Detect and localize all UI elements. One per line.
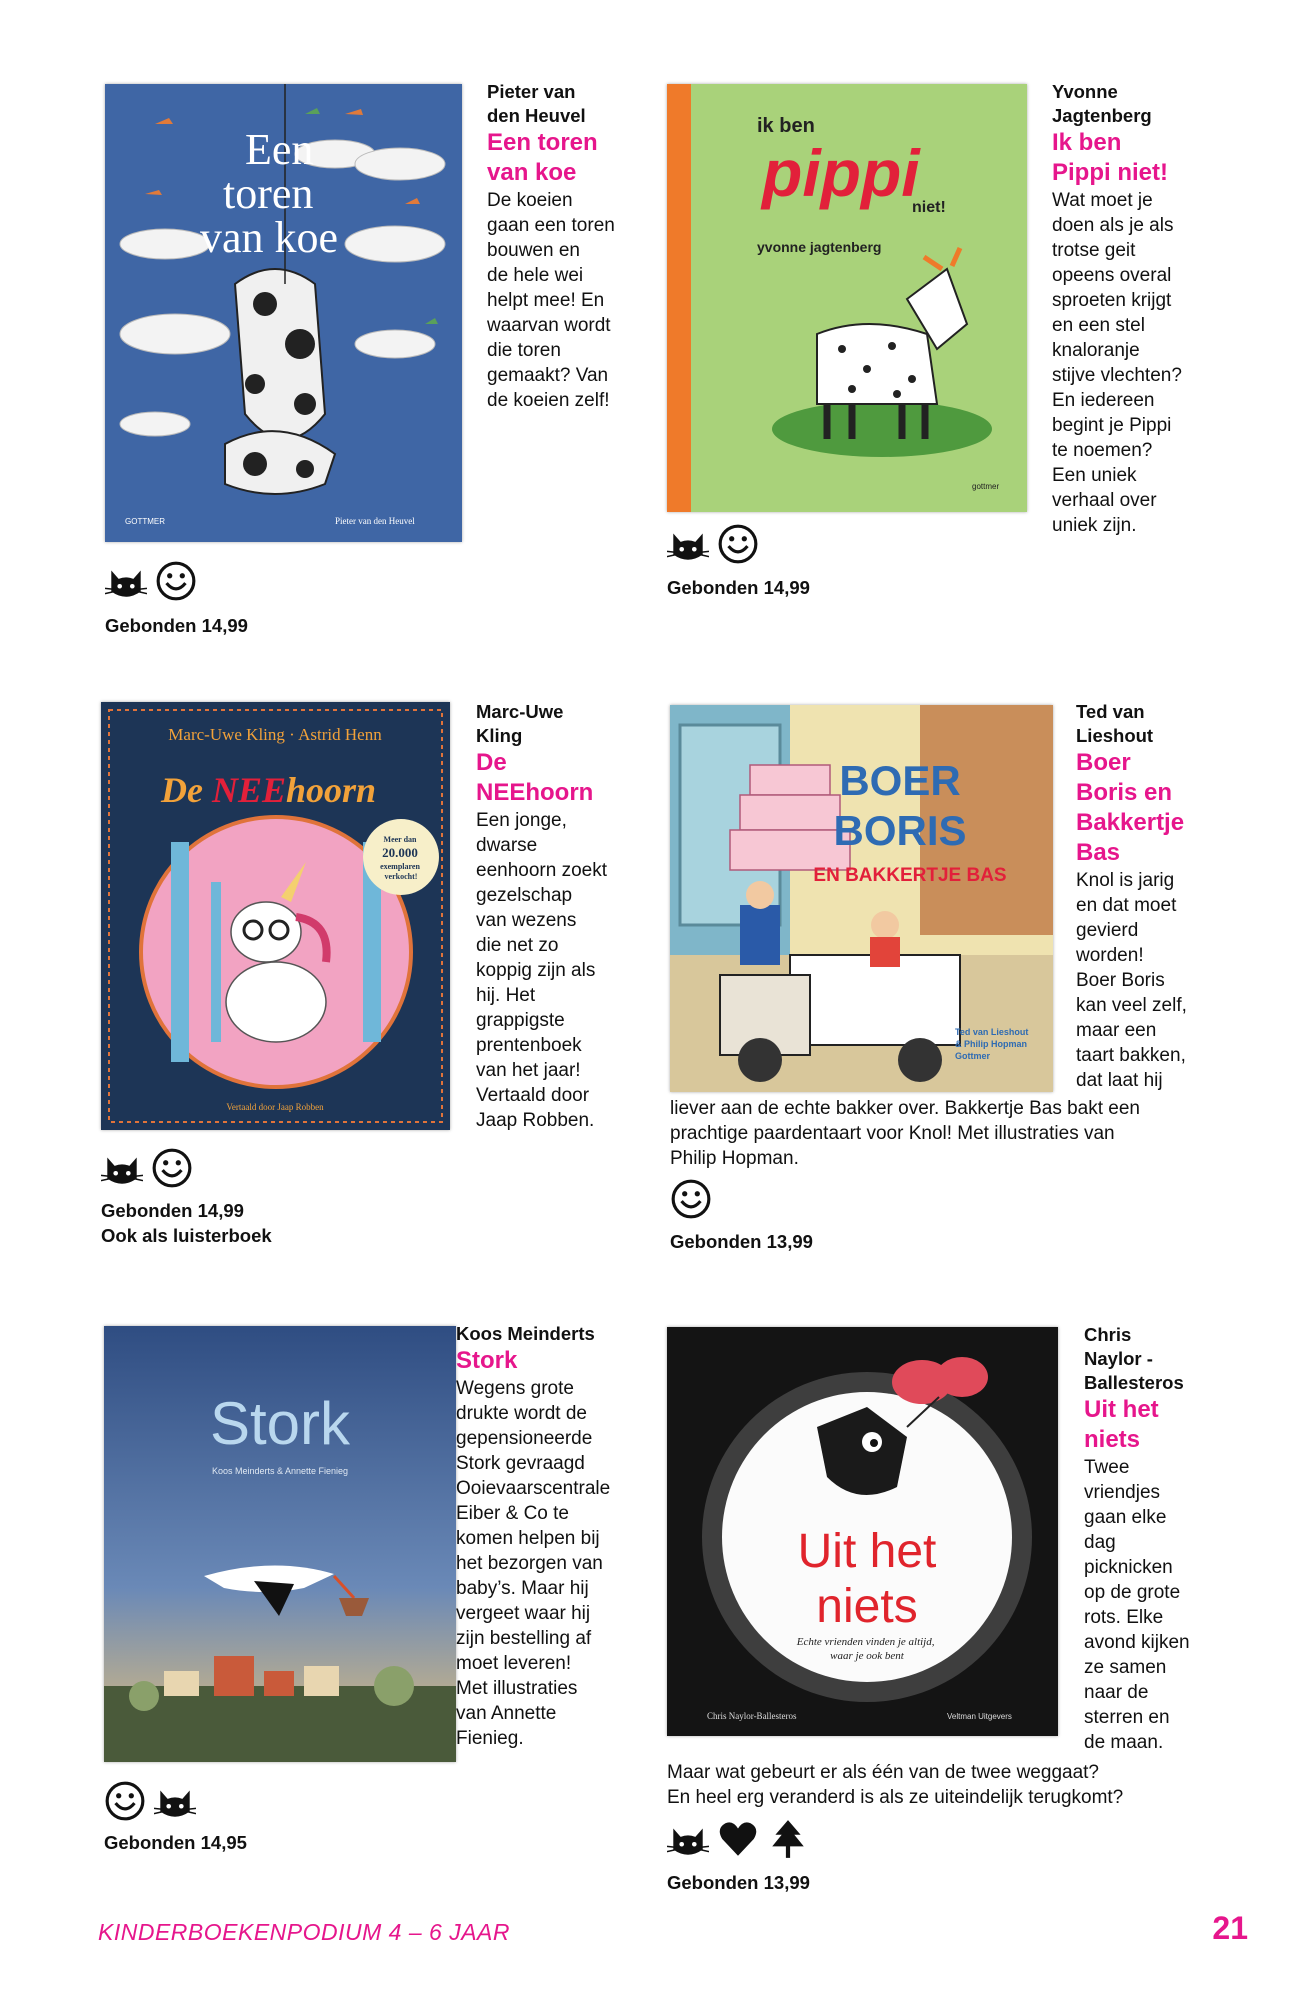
cover-badge-line-4: verkocht! xyxy=(384,872,418,881)
book-author: Pieter van den Heuvel xyxy=(487,81,586,126)
book-description-continued: Maar wat gebeurt er als één van de twee weggaat? En heel erg veranderd is als ze uiteindelijk terugkomt? xyxy=(667,1762,1124,1808)
cover-authors: Koos Meinderts & Annette Fienieg xyxy=(211,1466,349,1476)
cat-icon xyxy=(154,1780,196,1822)
book-description: Wat moet je doen als je als trotse geit opeens overal sproeten krijgt en een stel knaloranje stijve vlechten? En iedereen begint je Pippi te noemen? Een uniek verhaal over uniek zijn. xyxy=(1052,190,1182,536)
book-author: Chris Naylor - Ballesteros xyxy=(1084,1324,1184,1393)
book-cover-neehoorn xyxy=(101,702,450,1130)
book-title: Boer Boris en Bakkertje Bas xyxy=(1076,749,1185,866)
age-icons xyxy=(101,1147,193,1189)
cover-title-c: hoorn xyxy=(286,770,377,810)
book-price: Gebonden 14,95 xyxy=(104,1832,247,1853)
cover-niet: niet! xyxy=(912,199,946,216)
cover-big: pippi xyxy=(762,136,920,210)
book-price: Gebonden 14,99 xyxy=(105,615,248,636)
cover-top: ik ben xyxy=(757,115,815,137)
cover-tagline-line-2: waar je ook bent xyxy=(830,1650,904,1662)
smiley-icon xyxy=(717,523,759,565)
book-info-boer-boris xyxy=(1076,700,1236,1093)
cover-badge-line-3: exemplaren xyxy=(380,862,420,871)
footer-section-title: KINDERBOEKENPODIUM 4 – 6 JAAR xyxy=(98,1919,510,1945)
svg-text:Meer dan 20.000 ex xyxy=(380,835,422,881)
age-icons xyxy=(104,1780,196,1822)
cat-icon xyxy=(101,1147,143,1189)
heart-icon xyxy=(717,1818,759,1860)
book-cover-stork xyxy=(104,1326,456,1762)
cover-badge-line-1: Meer dan xyxy=(383,835,417,844)
book-price: Gebonden 14,99 xyxy=(667,577,810,598)
cover-badge-line-2: 20.000 xyxy=(382,845,418,860)
book-author: Ted van Lieshout xyxy=(1076,701,1154,746)
book-price: Gebonden 14,99 Ook als luisterboek xyxy=(101,1200,272,1246)
book-description-continued: liever aan de echte bakker over. Bakkertje Bas bakt een prachtige paardentaart voor Knol! Met illustraties van Philip Hopman. xyxy=(670,1098,1140,1169)
cover-publisher: GOTTMER xyxy=(125,517,165,526)
smiley-icon xyxy=(104,1780,146,1822)
cover-title: Stork xyxy=(209,1390,351,1457)
cover-title-line-2: toren xyxy=(223,169,314,218)
cover-author: Chris Naylor-Ballesteros xyxy=(707,1711,797,1721)
smiley-icon xyxy=(155,560,197,602)
age-icons xyxy=(667,523,759,565)
book-author: Yvonne Jagtenberg xyxy=(1052,81,1152,126)
book-title: Een toren van koe xyxy=(487,129,598,186)
cover-title-a: De xyxy=(161,770,212,810)
book-price: Gebonden 13,99 xyxy=(670,1231,813,1252)
book-price: Gebonden 13,99 xyxy=(667,1872,810,1893)
cover-title-2: niets xyxy=(816,1580,918,1633)
cover-title-1: BOER xyxy=(839,757,961,804)
smiley-icon xyxy=(670,1178,712,1220)
book-description: Twee vriendjes gaan elke dag picknicken op de grote rots. Elke avond kijken ze samen naar de sterren en de maan. xyxy=(1084,1457,1190,1753)
cover-title-1: Uit het xyxy=(797,1525,937,1578)
cover-authors: Marc-Uwe Kling · Astrid Henn xyxy=(168,725,382,744)
cover-credits-line-1: Ted van Lieshout xyxy=(955,1027,1029,1037)
cover-title-b: NEE xyxy=(211,770,287,810)
cover-credits-line-3: Gottmer xyxy=(955,1051,991,1061)
tree-icon xyxy=(767,1818,809,1860)
cover-author: yvonne jagtenberg xyxy=(757,239,882,255)
book-cover-uit-het-niets xyxy=(667,1327,1058,1736)
cover-title-line-3: van koe xyxy=(200,213,339,262)
cover-translator: Vertaald door Jaap Robben xyxy=(226,1102,324,1112)
book-author: Marc-Uwe Kling xyxy=(476,701,564,746)
age-icons xyxy=(105,560,197,602)
cat-icon xyxy=(667,1818,709,1860)
book-title: Uit het niets xyxy=(1084,1396,1159,1453)
cat-icon xyxy=(105,560,147,602)
book-title: Ik ben Pippi niet! xyxy=(1052,129,1168,186)
book-info-pippi xyxy=(1052,80,1212,538)
book-description: Een jonge, dwarse eenhoorn zoekt gezelschap van wezens die net zo koppig zijn als hij. Het grappigste prentenboek van het jaar! Vertaald door Jaap Robben. xyxy=(476,810,607,1131)
book-author: Koos Meinderts xyxy=(456,1323,595,1344)
book-info-stork xyxy=(456,1322,636,1751)
cat-icon xyxy=(667,523,709,565)
cover-tagline-line-1: Echte vrienden vinden je altijd, xyxy=(796,1636,935,1648)
cover-subtitle: EN BAKKERTJE BAS xyxy=(813,865,1007,886)
book-cover-pippi xyxy=(667,84,1027,512)
page-number: 21 xyxy=(1212,1910,1248,1946)
cover-title-2: BORIS xyxy=(833,807,967,854)
cover-publisher: gottmer xyxy=(972,482,1000,491)
book-description: Knol is jarig en dat moet gevierd worden! Boer Boris kan veel zelf, maar een taart bakken, dat laat hij xyxy=(1076,870,1187,1091)
book-cover-boer-boris xyxy=(670,705,1053,1092)
cover-publisher: Veltman Uitgevers xyxy=(947,1712,1012,1721)
cover-author: Pieter van den Heuvel xyxy=(335,516,415,526)
book-info-toren-van-koe xyxy=(487,80,637,413)
smiley-icon xyxy=(151,1147,193,1189)
book-title: Stork xyxy=(456,1347,518,1374)
age-icons xyxy=(670,1178,712,1220)
cover-credits-line-2: & Philip Hopman xyxy=(955,1039,1027,1049)
age-icons xyxy=(667,1818,809,1860)
book-info-uit-het-niets xyxy=(1084,1323,1244,1755)
book-description: Wegens grote drukte wordt de gepensioneerde Stork gevraagd Ooievaarscentrale Eiber & Co te komen helpen bij het bezorgen van baby’s. Maar hij vergeet waar hij zijn bestelling af moet leveren! Met illustraties van Annette Fienieg. xyxy=(456,1378,611,1749)
svg-text:De NEEhoorn xyxy=(160,770,376,810)
cover-title-line-1: Een xyxy=(245,125,314,174)
book-description: De koeien gaan een toren bouwen en de hele wei helpt mee! En waarvan wordt die toren gemaakt? Van de koeien zelf! xyxy=(487,190,615,411)
book-info-neehoorn xyxy=(476,700,636,1133)
book-title: De NEEhoorn xyxy=(476,749,594,806)
book-cover-toren-van-koe xyxy=(105,84,462,542)
